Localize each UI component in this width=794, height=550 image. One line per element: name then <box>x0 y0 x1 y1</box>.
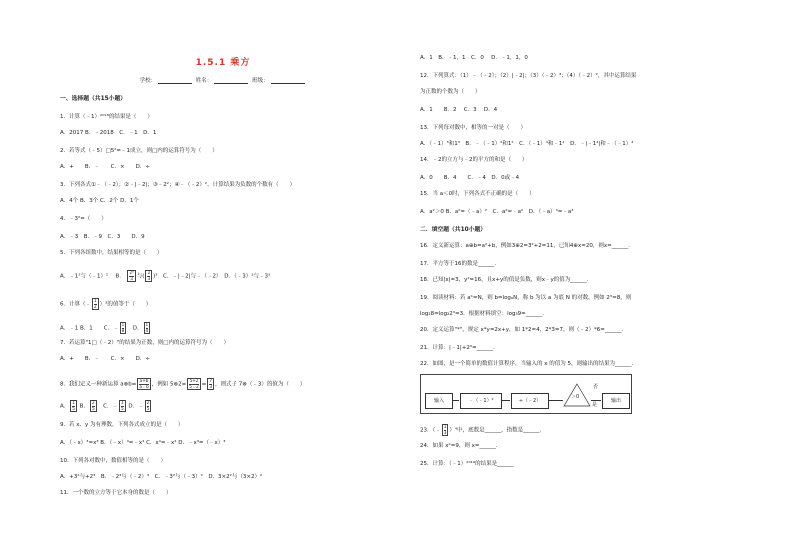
numerator: 1 <box>121 322 125 327</box>
question-line: A．1 B．﹣1，1 C．0 D．﹣1，1，0 <box>420 55 528 61</box>
numerator: 1 <box>120 400 124 405</box>
q6-fraction-c <box>120 322 127 334</box>
question-line: 15．当 a＜0时，下列各式不正确的是（ ） <box>420 191 535 197</box>
question-line: A．+3²与+2³ B．﹣2³与（﹣2）³ C．﹣3²与（﹣3）² D．3×2²与（3×2）² <box>60 474 263 480</box>
q6-fraction <box>92 298 99 310</box>
q8-options <box>60 400 152 412</box>
question-line: 5．下列各组数中，结果相等的是（ ） <box>60 250 163 256</box>
numerator: 1 <box>145 322 149 327</box>
q6-opt-a: A．﹣1 B．1 C．﹣ <box>60 325 119 332</box>
q5-option-rest: ³ C．﹣|﹣2|与﹣（﹣2） D．（﹣3）³与﹣3³ <box>155 273 271 280</box>
class-label: 班级： <box>252 78 269 84</box>
flowchart <box>420 374 632 414</box>
q8-text-a: 8．我们定义一种新运算 a⊗b= <box>60 381 137 388</box>
question-line: log₂8=log₂2³=3．根据材料填空：log₃9=______. <box>420 311 545 317</box>
question-line: 13．下列每对数中，相等的一对是（ ） <box>420 125 526 131</box>
q23-question <box>420 424 541 436</box>
flow-op2-box: ÷（﹣2） <box>511 393 549 409</box>
q8-fraction-result <box>207 378 214 390</box>
numerator: 2³ <box>129 270 134 275</box>
q23-text-b: ）⁴中，底数是______，指数是______. <box>449 427 542 434</box>
denominator: 5﹣2 <box>189 383 199 389</box>
name-label: 姓名： <box>195 78 213 84</box>
q8-question <box>60 378 305 390</box>
q5-fraction-2 <box>145 270 152 282</box>
question-line: 为正数的个数为（ ） <box>420 89 481 95</box>
denominator: 4 <box>145 327 149 333</box>
denominator: 3 <box>443 429 447 435</box>
denominator: 5 <box>72 405 75 411</box>
q6-text-b: ）³的值等于（ ） <box>99 301 152 308</box>
denominator: 2 <box>94 303 97 309</box>
q23-text-a: 23．（﹣ <box>420 427 441 434</box>
denominator: 5 <box>120 405 124 411</box>
student-info <box>58 76 388 84</box>
numerator: 2 <box>147 270 151 275</box>
q7-options: A．+ B．﹣ C．× D．÷ <box>60 356 150 362</box>
question-line: 1．计算（﹣1）²⁰¹⁸的结果是（ ） <box>60 114 153 120</box>
q6-opt-d: D． <box>127 325 143 332</box>
question-line: A．（﹣x）³=x³ B．（﹣x）⁴=﹣x⁴ C．x⁴=﹣x⁴ D．﹣x³=（﹣x）³ <box>60 440 226 446</box>
class-blank[interactable] <box>271 78 305 84</box>
q8-opt-a: A． <box>60 403 70 410</box>
numerator: 2 <box>146 400 150 405</box>
q5-option-b: B． <box>115 273 125 280</box>
q6-question <box>60 298 151 310</box>
question-line: 24．如果 x²=9，则 x=______. <box>420 443 498 449</box>
q8-text-c: = <box>201 381 207 388</box>
denominator: 3 <box>130 275 133 281</box>
q8-frac-b <box>90 400 97 412</box>
denominator: 5 <box>91 405 95 411</box>
denominator: a﹣b <box>139 383 149 389</box>
question-line: A．0 B．4 C．﹣4 D．0或﹣4 <box>420 175 520 181</box>
question-line: 18．已知|x|=3，y²=16，且x+y的值是负数，则x﹣y的值为______. <box>420 277 589 283</box>
numerator: 7 <box>209 378 213 383</box>
q8-frac-d <box>145 400 152 412</box>
q8-frac-c <box>119 400 126 412</box>
q7-question: 7．若运算"1□（﹣2）"的结果为正数，则□内的运算符号为（ ） <box>60 340 229 346</box>
question-line: 22．如图，是一个简单的数值计算程序，当输入的 x 的值为 5，则输出的结果为______. <box>420 361 634 367</box>
question-line: 12．下列算式：（1）﹣（﹣2）；（2）|﹣2|；（3）（﹣2）³；（4）（﹣2）²，其中运算结果 <box>420 73 637 79</box>
flow-condition-text: ＞0 <box>571 394 580 400</box>
section-heading: 一、选择题（共15小题） <box>60 96 127 102</box>
school-blank[interactable] <box>158 78 192 84</box>
q5-option-a: A．﹣1²与（﹣1）² <box>60 273 109 280</box>
q8-text-b: ，例如 5⊗2= <box>151 381 187 388</box>
flow-arrow <box>452 400 459 401</box>
denominator: 8 <box>121 327 125 333</box>
question-line: 19．阅读材料：若 aᵇ=N，则 b=logₐN，称 b 为以 a 为底 N 的对数，例如 2³=8，则 <box>420 295 632 301</box>
q8-fraction-def <box>137 378 150 390</box>
q6-options <box>60 322 151 334</box>
question-line: 9．若 x、y 为有理数，下列各式成立的是（ ） <box>60 422 184 428</box>
denominator: 3 <box>209 383 213 389</box>
question-line: A．2017 B．﹣2018 C．﹣1 D．1 <box>60 130 157 136</box>
question-line: 25．计算：（﹣1）²⁰¹⁹的结果是______ <box>420 461 514 467</box>
question-line: 2．若等式（﹣5）□5²=﹣1成立，则□内的运算符号为（ ） <box>60 148 218 154</box>
question-line: 10．下列各对数中，数值相等的是（ ） <box>60 458 166 464</box>
question-line: A．a²＞0 B．a²=（﹣a）² C．a²=﹣a² D．（﹣a）³=﹣a³ <box>420 209 574 215</box>
q5-fraction-1 <box>127 270 135 282</box>
flow-op1-box: ﹣（﹣1）² <box>460 393 502 409</box>
q8-frac-a <box>70 400 77 412</box>
question-line: 21．计算：|﹣1|+2³=______. <box>420 345 495 351</box>
flow-arrow <box>548 400 563 401</box>
q8-opt-c: C．﹣ <box>97 403 118 410</box>
question-line: A．1 B．2 C．3 D．4 <box>420 107 498 113</box>
page-title: 1.5.1 乘方 <box>195 58 251 68</box>
q23-fraction <box>442 424 449 436</box>
numerator: 2 <box>91 400 95 405</box>
numerator: 1 <box>72 400 75 405</box>
numerator: 1 <box>94 298 97 303</box>
q6-text-a: 6．计算（﹣ <box>60 301 91 308</box>
name-blank[interactable] <box>214 78 248 84</box>
flow-output-box: 输出 <box>602 393 630 409</box>
section-heading: 二．填空题（共10小题） <box>420 227 487 233</box>
question-line: 3．下列各式①﹣（﹣2）；②﹣|﹣2|；③﹣2²；④﹣（﹣2）²，计算结果为负数的个数有（ ） <box>60 182 296 188</box>
numerator: a+b <box>139 378 149 383</box>
flow-arrow <box>501 400 510 401</box>
q8-fraction-example <box>187 378 201 390</box>
flow-yes-label: 是 <box>592 402 598 408</box>
question-line: A．+ B．﹣ C．× D．÷ <box>60 164 150 170</box>
question-line: 14．﹣2的立方与﹣2的平方的和是（ ） <box>420 157 528 163</box>
denominator: 3 <box>147 275 151 281</box>
denominator: 5 <box>146 405 150 411</box>
numerator: 1 <box>443 424 447 429</box>
flow-no-label: 否 <box>593 384 599 390</box>
q6-fraction-d <box>144 322 151 334</box>
q8-opt-d: D．﹣ <box>126 403 144 410</box>
numerator: 5+2 <box>189 378 199 383</box>
question-line: A．4个 B．3个 C．2个 D．1个 <box>60 198 139 204</box>
question-line: A．（﹣1）³和1³ B．﹣（﹣1）²和1² C．（﹣1）⁴和﹣1⁴ D．﹣|﹣1³|和﹣（﹣1）³ <box>420 141 634 147</box>
question-line: 17．平方等于16的数是______. <box>420 261 497 267</box>
q8-text-d: ，则式子 7⊗（﹣3）的值为（ ） <box>215 381 306 388</box>
question-line: A．﹣3 B．﹣9 C．3 D．9 <box>60 234 145 240</box>
question-line: 16．定义新运算：a⊕b=a²+b，例如3⊕2=3²+2=11，已知4⊕x=20，则x=______. <box>420 243 630 249</box>
question-line: 11．一个数的立方等于它本身的数是（ ） <box>60 490 172 496</box>
flow-input-box: 输入 <box>425 393 453 409</box>
q5-options: A．﹣1²与（﹣1）² B． $\frac{\text{2³}}{3}$ 与( $\frac{2}{3}$ )³ C．﹣|﹣2|与﹣（﹣2） D．（﹣3）³与﹣3³ <box>60 270 271 281</box>
question-line: 20．定义运算"*"，规定 x*y=2x+y，如 1*2=4，2*3=7，则（﹣2）*6=______. <box>420 327 624 333</box>
question-line: 4．﹣3²=（ ） <box>60 216 107 222</box>
school-label: 学校： <box>139 78 156 84</box>
q8-opt-b: B． <box>77 403 89 410</box>
